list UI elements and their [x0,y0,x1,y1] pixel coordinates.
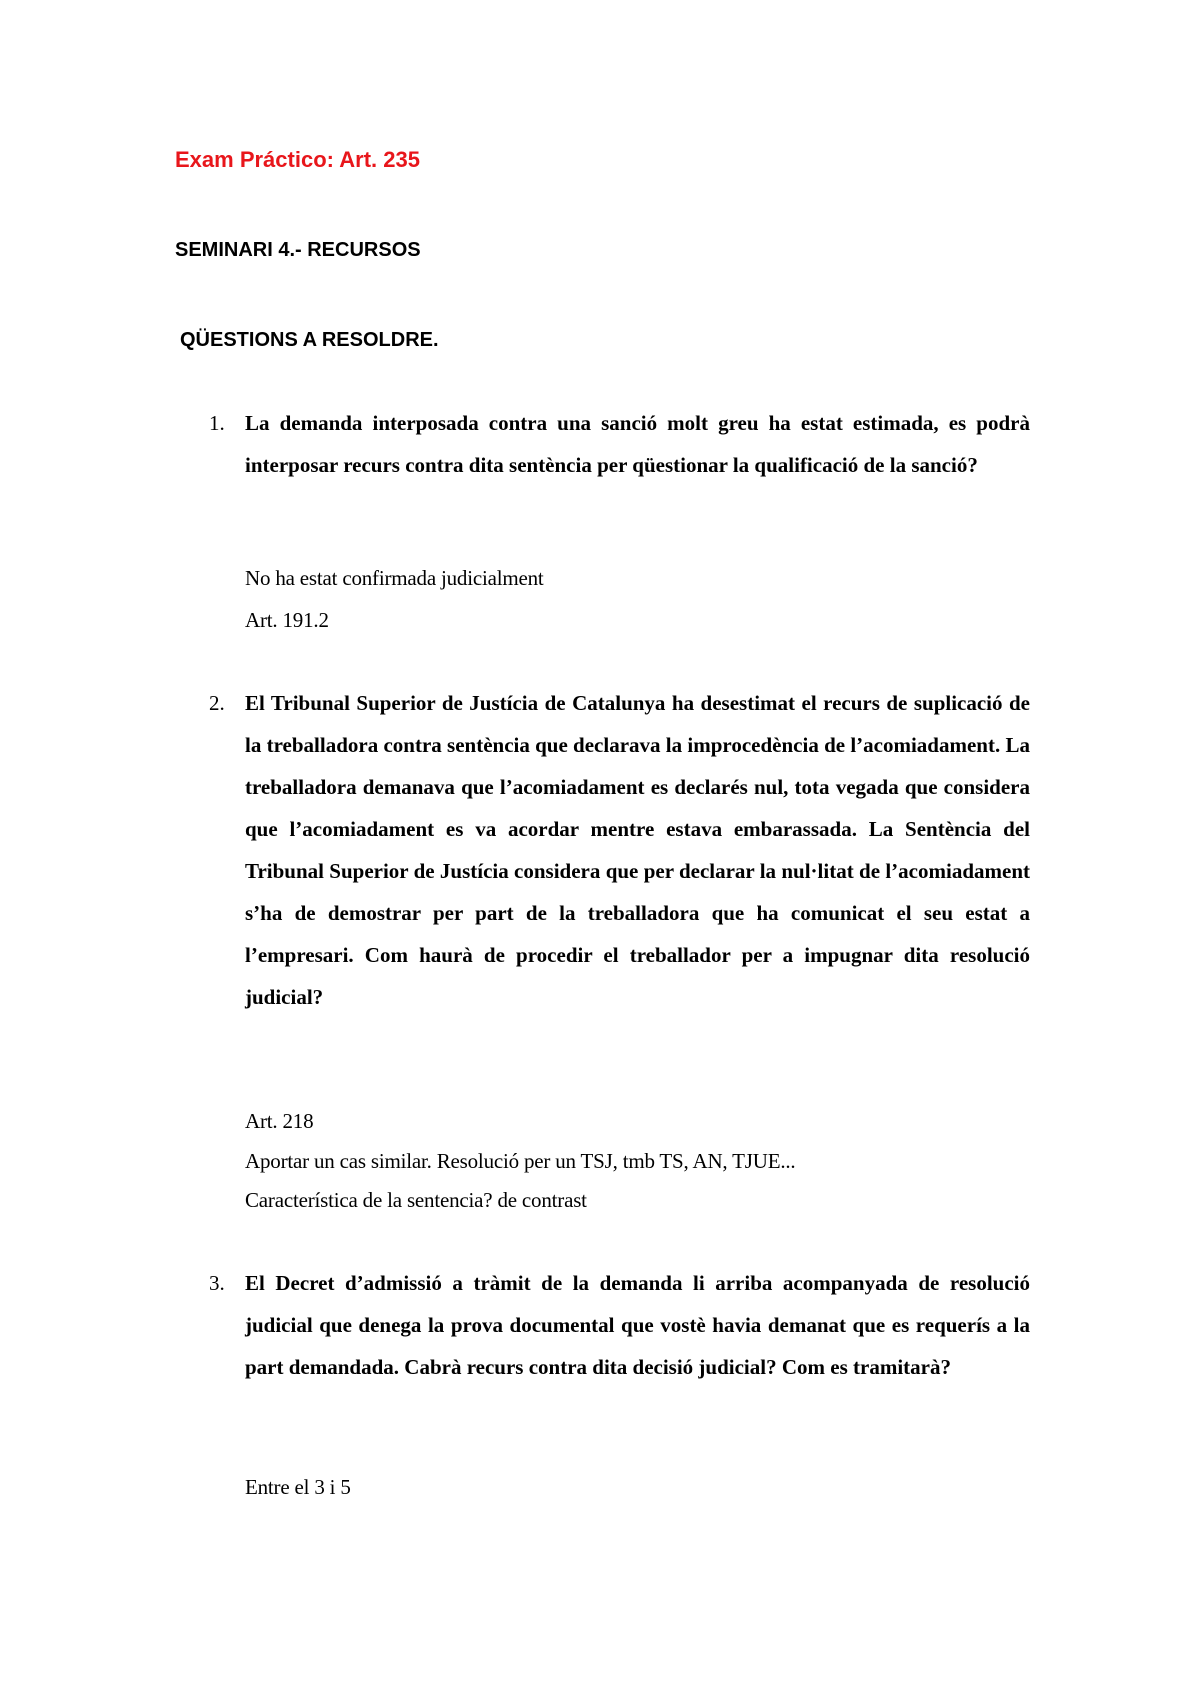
question-text: El Decret d’admissió a tràmit de la demanda li arriba acompanyada de resolució judicial que denega la prova documental que vostè havia demanat que es requerís a la part demandada. Cabrà recurs contra dita decisió judicial? Com es tramitarà? [245,1271,1030,1379]
question-text: La demanda interposada contra una sanció molt greu ha estat estimada, es podrà interposar recurs contra dita sentència per qüestionar la qualificació de la sanció? [245,411,1030,477]
question-3 [190,1262,1030,1430]
question-number: 2. [209,691,225,715]
question-2 [190,682,1030,1060]
question-text: El Tribunal Superior de Justícia de Catalunya ha desestimat el recurs de suplicació de la treballadora contra sentència que declarava la improcedència de l’acomiadament. La treballadora demanava que l’acomiadament es declarés nul, tota vegada que considera que l’acomiadament es va acordar mentre estava embarassada. La Sentència del Tribunal Superior de Justícia considera que per declarar la nul·litat de l’acomiadament s’ha de demostrar per part de la treballadora que ha comunicat el seu estat a l’empresari. Com haurà de procedir el treballador per a impugnar dita resolució judicial? [245,691,1030,1009]
answer-line: No ha estat confirmada judicialment [245,566,544,590]
question-number: 1. [209,411,225,435]
answer-line: Aportar un cas similar. Resolució per un TSJ, tmb TS, AN, TJUE... [245,1149,796,1173]
section-title: QÜESTIONS A RESOLDRE. [180,329,439,351]
seminar-title: SEMINARI 4.- RECURSOS [175,239,421,261]
answer-line: Art. 191.2 [245,608,329,632]
answer-line: Característica de la sentencia? de contrast [245,1188,587,1212]
answer-line: Art. 218 [245,1109,314,1133]
question-number: 3. [209,1271,225,1295]
question-1 [190,402,1030,528]
answer-line: Entre el 3 i 5 [245,1475,351,1499]
exam-title: Exam Práctico: Art. 235 [175,147,420,172]
